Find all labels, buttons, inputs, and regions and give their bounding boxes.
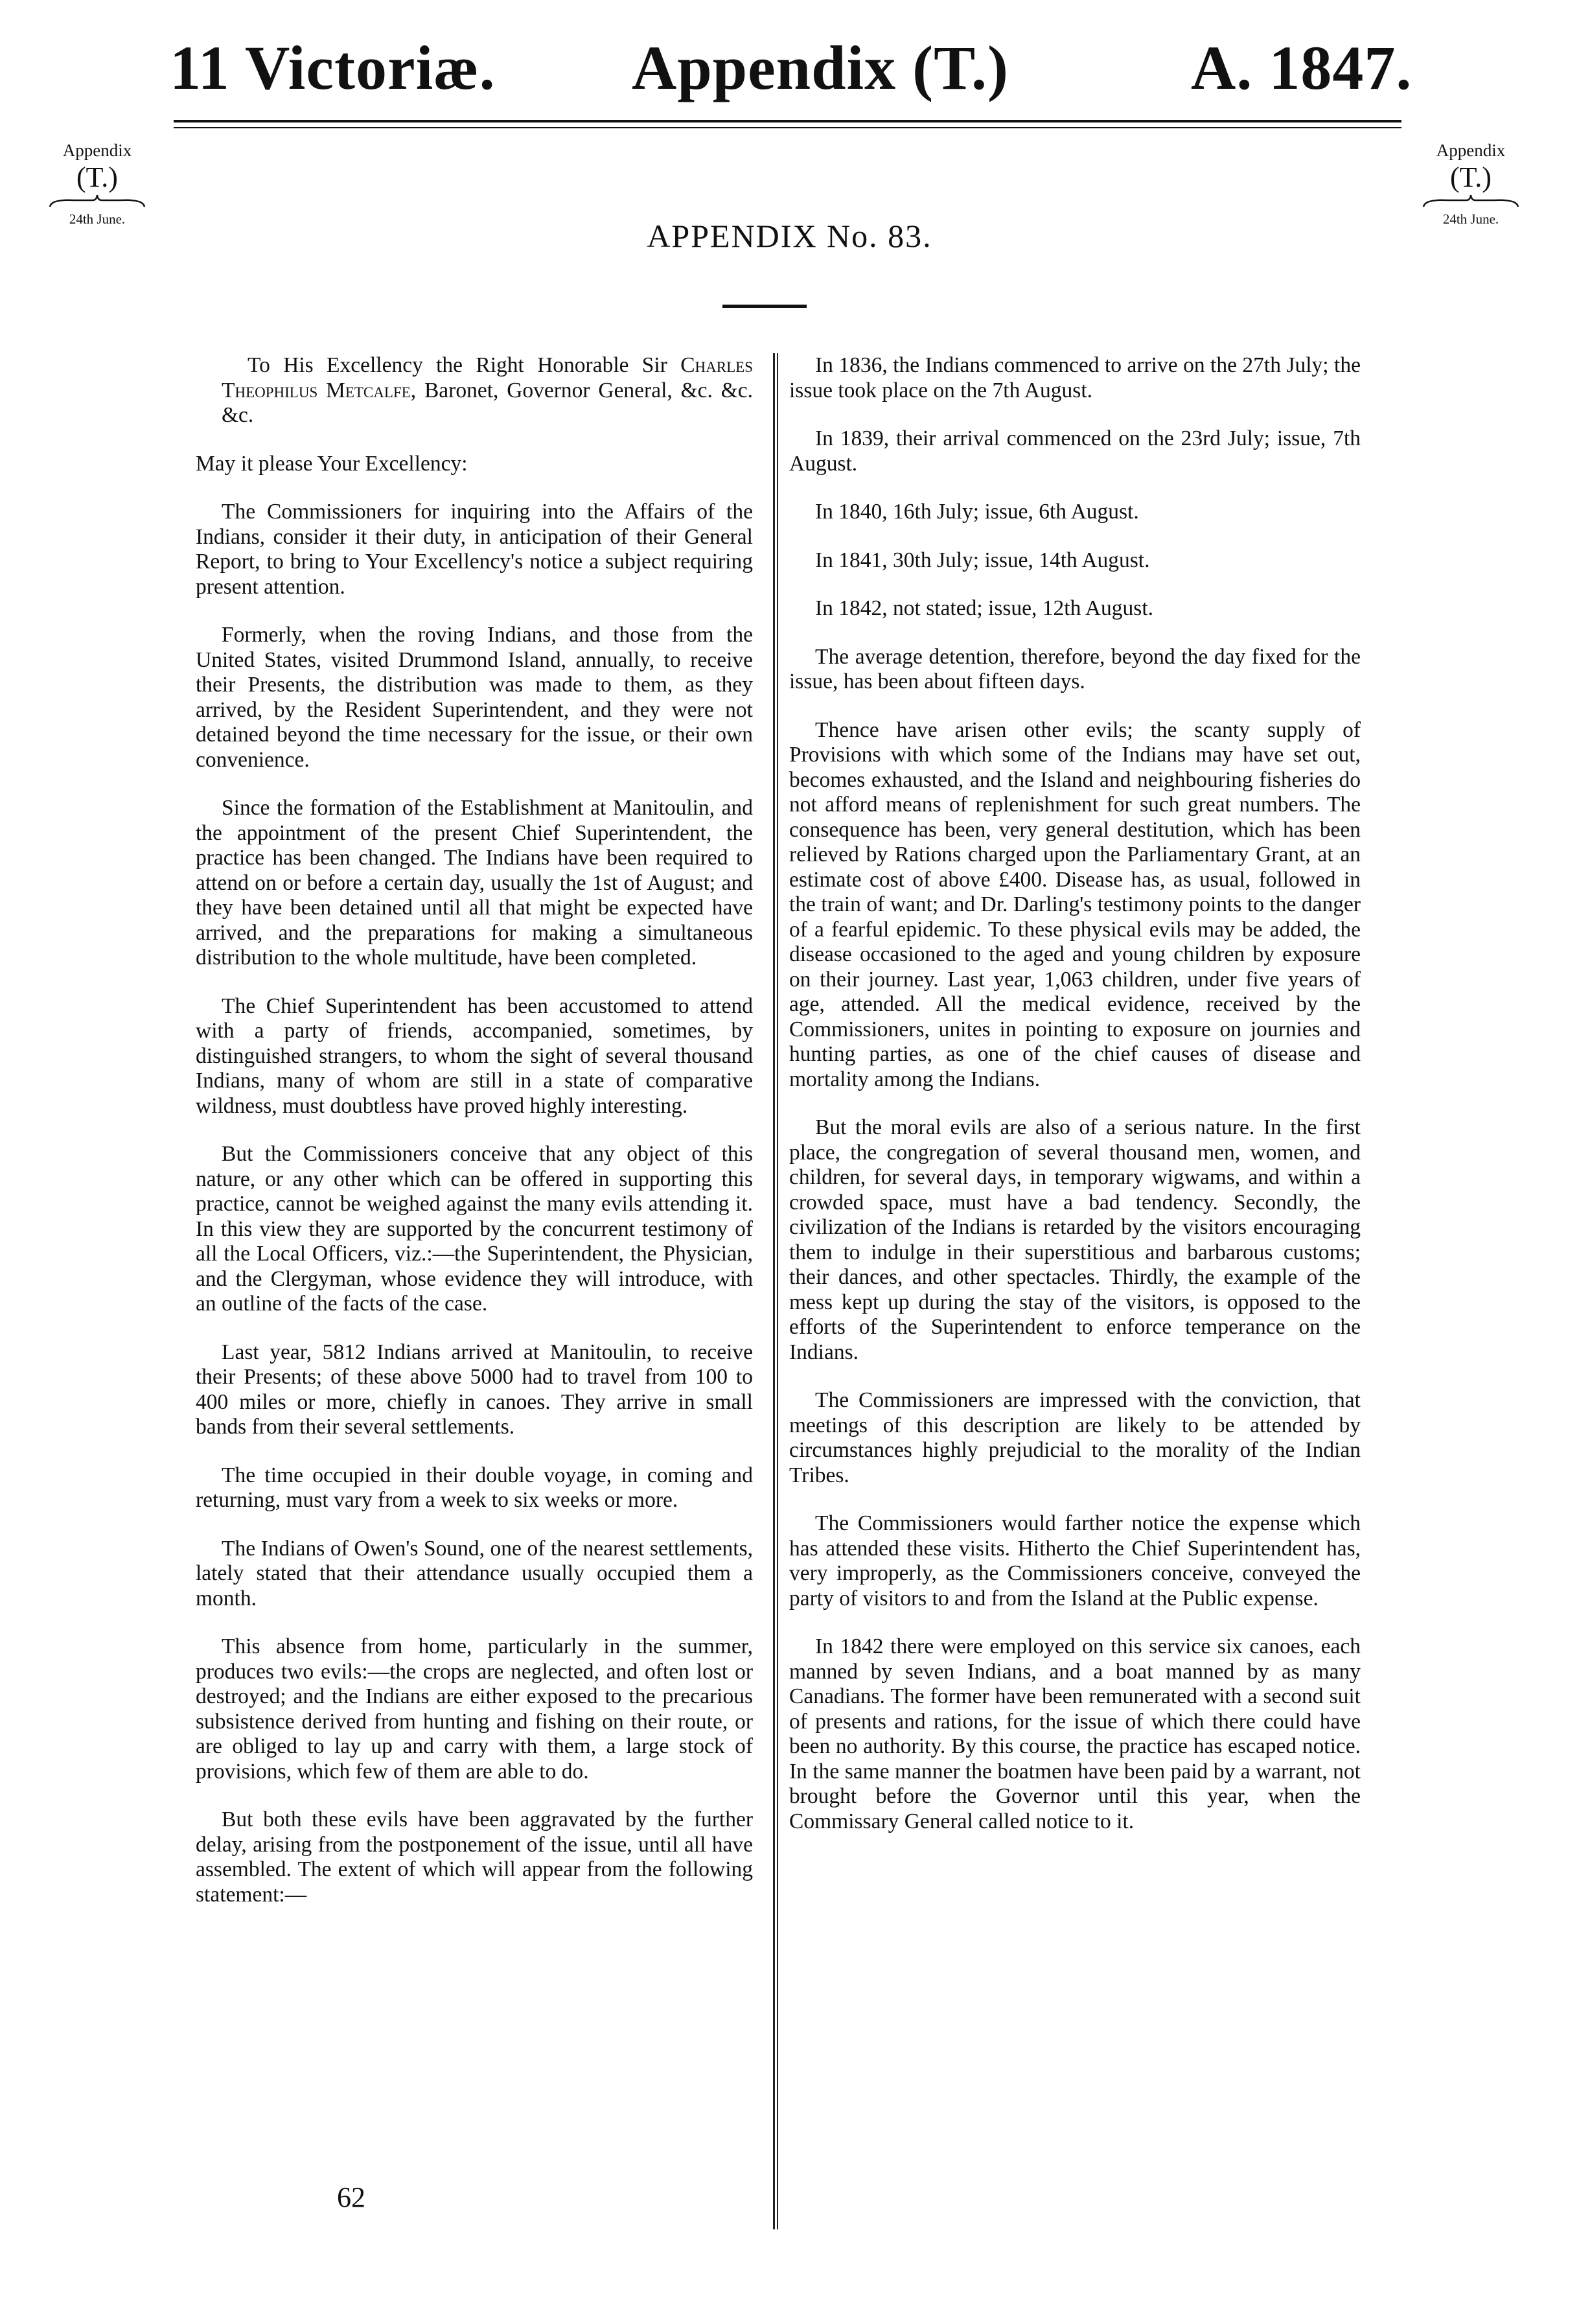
paragraph: The Commissioners for inquiring into the Affairs of the Indians, consider it their duty, in anticipation of their General Report, to bring to Your Excellency's notice a subject requiring present attention. xyxy=(196,500,753,599)
right-column xyxy=(789,353,1361,1857)
header-center: Appendix (T.) xyxy=(632,33,1009,102)
address-prefix: To His Excellency the Right Honorable Sir xyxy=(248,353,681,377)
paragraph: Last year, 5812 Indians arrived at Manitoulin, to receive their Presents; of these above 5000 had to travel from 100 to 400 miles or more, chiefly in canoes. They arrive in small bands from their several settlements. xyxy=(196,1340,753,1439)
column-divider xyxy=(777,353,778,2229)
paragraph: In 1841, 30th July; issue, 14th August. xyxy=(815,548,1150,572)
brace-icon xyxy=(1422,194,1519,208)
paragraph: In 1839, their arrival commenced on the 23rd July; issue, 7th August. xyxy=(789,426,1361,476)
paragraph: Formerly, when the roving Indians, and those from the United States, visited Drummond Island, annually, to receive their Presents, the distribution was made to them, as they arrived, by the Resident Superintendent, and they were not detained beyond the time necessary for the issue, or their own convenience. xyxy=(196,623,753,772)
header-left: 11 Victoriæ. xyxy=(170,33,496,102)
address-line xyxy=(196,353,753,428)
paragraph: The average detention, therefore, beyond the day fixed for the issue, has been about fifteen days. xyxy=(789,644,1361,693)
paragraph: The Commissioners are impressed with the conviction, that meetings of this description are likely to be attended by circumstances highly prejudicial to the morality of the Indian Tribes. xyxy=(789,1388,1361,1487)
paragraph: In 1836, the Indians commenced to arrive on the 27th July; the issue took place on the 7th August. xyxy=(789,353,1361,402)
margin-appendix-letter: (T.) xyxy=(76,161,118,193)
running-header xyxy=(0,26,1579,110)
appendix-number: APPENDIX No. 83. xyxy=(647,218,932,254)
margin-appendix-letter: (T.) xyxy=(1450,161,1492,193)
paragraph: The Commissioners would farther notice the expense which has attended these visits. Hitherto the Chief Superintendent has, very improperly, as the Commissioners conceive, conveyed the party of visitors to and from the Island at the Public expense. xyxy=(789,1511,1361,1610)
paragraph: In 1840, 16th July; issue, 6th August. xyxy=(815,500,1139,524)
header-rule-thin xyxy=(174,127,1401,128)
page-number: 62 xyxy=(337,2181,365,2213)
paragraph: But the moral evils are also of a serious nature. In the first place, the congregation of several thousand men, women, and children, for several days, in temporary wigwams, and within a crowded space, must have a bad tendency. Secondly, the civilization of the Indians is retarded by the visitors encouraging them to indulge in their superstitious and barbarous customs; their dances, and other spectacles. Thirdly, the example of the mess kept up during the stay of the visitors, is opposed to the efforts of the Superintendent to enforce temperance on the Indians. xyxy=(789,1115,1361,1364)
address-suffix: Baronet, Governor General, &c. &c. &c. xyxy=(222,378,753,427)
header-rule-thick xyxy=(174,120,1401,122)
margin-label: Appendix xyxy=(62,141,132,160)
brace-icon xyxy=(49,194,146,208)
margin-date: 24th June. xyxy=(69,211,126,227)
margin-note-right xyxy=(1403,139,1539,230)
paragraph: The time occupied in their double voyage, in coming and returning, must vary from a week to six weeks or more. xyxy=(196,1463,753,1512)
paragraph: The Indians of Owen's Sound, one of the nearest settlements, lately stated that their attendance usually occupied them a month. xyxy=(196,1536,753,1610)
title-rule xyxy=(722,305,807,308)
paragraph: Since the formation of the Establishment at Manitoulin, and the appointment of the present Chief Superintendent, the practice has been changed. The Indians have been required to attend on or before a certain day, usually the 1st of August; and they have been detained until all that might be expected have arrived, and the preparations for making a simultaneous distribution to the whole multitude, have been completed. xyxy=(196,796,753,970)
margin-date: 24th June. xyxy=(1442,211,1499,227)
paragraph: This absence from home, particularly in the summer, produces two evils:—the crops are neglected, and often lost or destroyed; and the Indians are either exposed to the precarious subsistence derived from hunting and fishing on their route, or are obliged to lay up and carry with them, a large stock of provisions, which few of them are able to do. xyxy=(196,1634,753,1784)
salutation: May it please Your Excellency: xyxy=(196,451,468,476)
header-right: A. 1847. xyxy=(1191,33,1412,102)
paragraph: The Chief Superintendent has been accustomed to attend with a party of friends, accompanied, sometimes, by distinguished strangers, to whom the sight of several thousand Indians, many of whom are still in a state of comparative wildness, must doubtless have proved highly interesting. xyxy=(196,994,753,1118)
left-column xyxy=(196,353,753,1931)
paragraph: In 1842 there were employed on this service six canoes, each manned by seven Indians, and a boat manned by as many Canadians. The former have been remunerated with a second suit of presents and rations, for the issue of which there could have been no authority. By this course, the practice has escaped notice. In the same manner the boatmen have been paid by a warrant, not brought before the Governor until this year, when the Commissary General called notice to it. xyxy=(789,1634,1361,1833)
margin-label: Appendix xyxy=(1436,141,1506,160)
paragraph: But both these evils have been aggravated by the further delay, arising from the postponement of the issue, until all have assembled. The extent of which will appear from the following statement:— xyxy=(196,1807,753,1907)
addressee-name: Charles Theophilus Metcalfe, xyxy=(222,353,753,402)
paragraph: Thence have arisen other evils; the scanty supply of Provisions with which some of the Indians may have set out, becomes exhausted, and the Island and neighbouring fisheries do not afford means of replenishment for such great numbers. The consequence has been, very general destitution, which has been relieved by Rations charged upon the Parliamentary Grant, at an estimate cost of above £400. Disease has, as usual, followed in the train of want; and Dr. Darling's testimony points to the danger of a fearful epidemic. To these physical evils may be added, the disease occasioned to the aged and young children by exposure on their journey. Last year, 1,063 children, under five years of age, attended. All the medical evidence, received by the Commissioners, unites in pointing to exposure on journies and hunting parties, as one of the chief causes of disease and mortality among the Indians. xyxy=(789,717,1361,1091)
paragraph: But the Commissioners conceive that any object of this nature, or any other which can be offered in supporting this practice, cannot be weighed against the many evils attending it. In this view they are supported by the concurrent testimony of all the Local Officers, viz.:—the Superintendent, the Physician, and the Clergyman, whose evidence they will introduce, with an outline of the facts of the case. xyxy=(196,1142,753,1316)
margin-note-left xyxy=(29,139,165,230)
column-divider xyxy=(773,353,775,2229)
paragraph: In 1842, not stated; issue, 12th August. xyxy=(815,596,1154,620)
